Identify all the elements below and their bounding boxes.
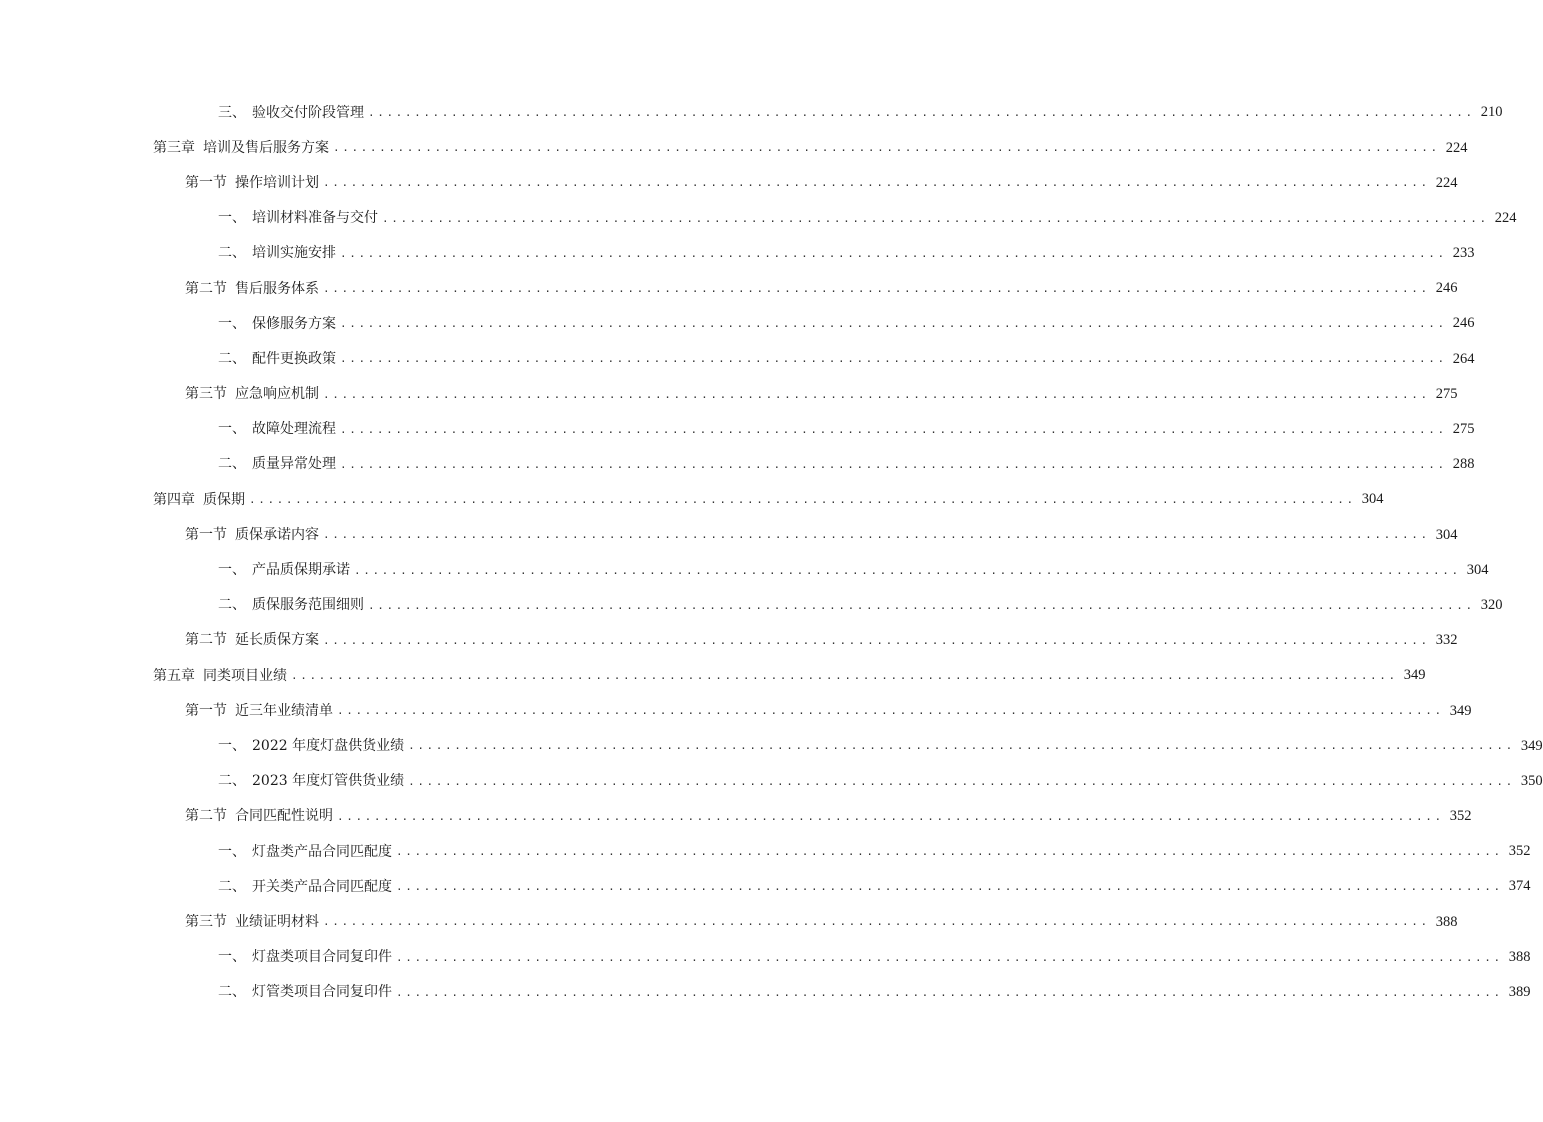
toc-entry-number: 第三章: [153, 139, 195, 156]
toc-entry-page: 350: [1520, 772, 1543, 789]
toc-dot-leader: ........................................................................................................................: [333, 141, 1440, 155]
toc-dot-leader: ........................................................................................................................: [396, 950, 1503, 964]
toc-entry-number: 一、: [218, 737, 246, 754]
toc-entry-title: 合同匹配性说明: [235, 808, 333, 825]
toc-entry-title: 故障处理流程: [252, 421, 336, 438]
toc-entry-title: 产品质保期承诺: [252, 562, 350, 579]
toc-dot-leader: ........................................................................................................................: [323, 915, 1430, 929]
toc-entry-page: 264: [1452, 350, 1475, 367]
toc-entry-title: 保修服务方案: [252, 315, 336, 332]
toc-entry[interactable]: [0, 728, 1543, 763]
toc-entry-title: 验收交付阶段管理: [252, 104, 364, 121]
toc-entry-number: 二、: [218, 456, 246, 473]
toc-dot-leader: ........................................................................................................................: [323, 176, 1430, 190]
toc-entry-number: 第二节: [185, 632, 227, 649]
toc-entry[interactable]: [0, 130, 1468, 165]
toc-entry-page: 210: [1480, 104, 1503, 121]
toc-entry-number: 二、: [218, 878, 246, 895]
toc-entry[interactable]: [0, 764, 1543, 799]
toc-entry-title: 培训材料准备与交付: [252, 210, 378, 227]
toc-entry-page: 349: [1403, 667, 1426, 684]
toc-entry-page: 233: [1452, 245, 1475, 262]
toc-entry-title: 灯盘类项目合同复印件: [252, 949, 392, 966]
toc-entry[interactable]: [0, 658, 1426, 693]
toc-entry-page: 224: [1494, 209, 1517, 226]
toc-dot-leader: ........................................................................................................................: [340, 422, 1447, 436]
toc-entry[interactable]: [0, 341, 1475, 376]
toc-entry[interactable]: [0, 693, 1472, 728]
toc-entry-title: 培训实施安排: [252, 245, 336, 262]
toc-entry-page: 304: [1435, 526, 1458, 543]
toc-entry-number: 二、: [218, 597, 246, 614]
toc-dot-leader: ........................................................................................................................: [323, 387, 1430, 401]
toc-entry-title: 近三年业绩清单: [235, 702, 333, 719]
toc-entry-title: 开关类产品合同匹配度: [252, 878, 392, 895]
toc-dot-leader: ........................................................................................................................: [340, 246, 1447, 260]
toc-entry-number: 一、: [218, 421, 246, 438]
toc-entry-number: 二、: [218, 245, 246, 262]
toc-entry-number: 一、: [218, 843, 246, 860]
toc-dot-leader: ........................................................................................................................: [340, 352, 1447, 366]
toc-dot-leader: ........................................................................................................................: [340, 317, 1447, 331]
toc-dot-leader: ........................................................................................................................: [337, 704, 1444, 718]
toc-entry-number: 第二节: [185, 808, 227, 825]
toc-entry-page: 352: [1449, 808, 1472, 825]
toc-entry-title: 配件更换政策: [252, 350, 336, 367]
toc-entry-page: 320: [1480, 596, 1503, 613]
toc-entry[interactable]: [0, 412, 1475, 447]
toc-entry[interactable]: [0, 904, 1458, 939]
toc-entry-title: 2022 年度灯盘供货业绩: [252, 737, 405, 754]
toc-entry-page: 304: [1361, 491, 1384, 508]
toc-entry-title: 业绩证明材料: [235, 913, 319, 930]
toc-entry-title: 质保承诺内容: [235, 526, 319, 543]
toc-entry-title: 质量异常处理: [252, 456, 336, 473]
toc-entry-number: 二、: [218, 350, 246, 367]
toc-dot-leader: ........................................................................................................................: [396, 985, 1503, 999]
toc-dot-leader: ........................................................................................................................: [396, 880, 1503, 894]
toc-entry-title: 应急响应机制: [235, 386, 319, 403]
toc-entry[interactable]: [0, 517, 1458, 552]
toc-entry-number: 第一节: [185, 526, 227, 543]
toc-dot-leader: ........................................................................................................................: [368, 106, 1475, 120]
toc-entry-number: 一、: [218, 315, 246, 332]
toc-entry-page: 349: [1520, 737, 1543, 754]
toc-entry-title: 质保服务范围细则: [252, 597, 364, 614]
toc-dot-leader: ........................................................................................................................: [368, 598, 1475, 612]
toc-dot-leader: ........................................................................................................................: [396, 845, 1503, 859]
toc-dot-leader: ........................................................................................................................: [337, 809, 1444, 823]
toc-entry-number: 第五章: [153, 667, 195, 684]
toc-entry[interactable]: [0, 869, 1531, 904]
toc-entry-page: 388: [1435, 913, 1458, 930]
toc-entry-number: 第三节: [185, 386, 227, 403]
toc-entry-page: 224: [1445, 139, 1468, 156]
toc-entry-page: 349: [1449, 702, 1472, 719]
toc-entry-page: 389: [1508, 984, 1531, 1001]
toc-entry-title: 操作培训计划: [235, 174, 319, 191]
toc-entry[interactable]: [0, 482, 1384, 517]
toc-dot-leader: ........................................................................................................................: [408, 774, 1515, 788]
toc-entry-page: 304: [1466, 561, 1489, 578]
toc-entry-number: 一、: [218, 949, 246, 966]
toc-entry-page: 288: [1452, 456, 1475, 473]
toc-entry-title: 培训及售后服务方案: [203, 139, 329, 156]
toc-entry[interactable]: [0, 552, 1489, 587]
toc-entry[interactable]: [0, 236, 1475, 271]
toc-dot-leader: ........................................................................................................................: [323, 282, 1430, 296]
toc-entry-page: 388: [1508, 948, 1531, 965]
toc-entry-page: 246: [1435, 280, 1458, 297]
toc-entry[interactable]: [0, 799, 1472, 834]
toc-entry[interactable]: [0, 306, 1475, 341]
toc-dot-leader: ........................................................................................................................: [382, 211, 1489, 225]
toc-entry-page: 275: [1452, 421, 1475, 438]
toc-entry[interactable]: [0, 165, 1458, 200]
toc-entry[interactable]: [0, 377, 1458, 412]
toc-entry-page: 275: [1435, 385, 1458, 402]
toc-dot-leader: ........................................................................................................................: [291, 669, 1398, 683]
toc-entry-number: 一、: [218, 210, 246, 227]
toc-entry[interactable]: [0, 623, 1458, 658]
toc-entry[interactable]: [0, 447, 1475, 482]
toc-dot-leader: ........................................................................................................................: [354, 563, 1461, 577]
toc-entry-number: 一、: [218, 562, 246, 579]
toc-dot-leader: ........................................................................................................................: [249, 493, 1356, 507]
toc-entry[interactable]: [0, 201, 1517, 236]
toc-entry[interactable]: [0, 940, 1531, 975]
toc-entry-page: 246: [1452, 315, 1475, 332]
toc-entry-number: 第四章: [153, 491, 195, 508]
toc-entry-number: 第二节: [185, 280, 227, 297]
toc-entry-number: 第三节: [185, 913, 227, 930]
toc-dot-leader: ........................................................................................................................: [323, 528, 1430, 542]
toc-entry[interactable]: [0, 834, 1531, 869]
toc-entry-number: 二、: [218, 984, 246, 1001]
toc-entry-title: 售后服务体系: [235, 280, 319, 297]
toc-entry-number: 二、: [218, 773, 246, 790]
toc-entry-title: 灯管类项目合同复印件: [252, 984, 392, 1001]
table-of-contents: [0, 95, 1543, 1010]
toc-entry-title: 2023 年度灯管供货业绩: [252, 773, 405, 790]
toc-entry-title: 灯盘类产品合同匹配度: [252, 843, 392, 860]
toc-entry-title: 同类项目业绩: [203, 667, 287, 684]
toc-entry-title: 延长质保方案: [235, 632, 319, 649]
toc-entry-page: 332: [1435, 632, 1458, 649]
toc-entry[interactable]: [0, 271, 1458, 306]
toc-dot-leader: ........................................................................................................................: [340, 457, 1447, 471]
toc-entry-number: 三、: [218, 104, 246, 121]
toc-dot-leader: ........................................................................................................................: [323, 633, 1430, 647]
toc-entry-page: 224: [1435, 174, 1458, 191]
toc-entry-number: 第一节: [185, 174, 227, 191]
toc-dot-leader: ........................................................................................................................: [408, 739, 1515, 753]
toc-entry-page: 352: [1508, 843, 1531, 860]
toc-entry[interactable]: [0, 588, 1503, 623]
toc-entry[interactable]: [0, 95, 1503, 130]
toc-entry-title: 质保期: [203, 491, 245, 508]
toc-entry-number: 第一节: [185, 702, 227, 719]
toc-entry-page: 374: [1508, 878, 1531, 895]
toc-entry[interactable]: [0, 975, 1531, 1010]
